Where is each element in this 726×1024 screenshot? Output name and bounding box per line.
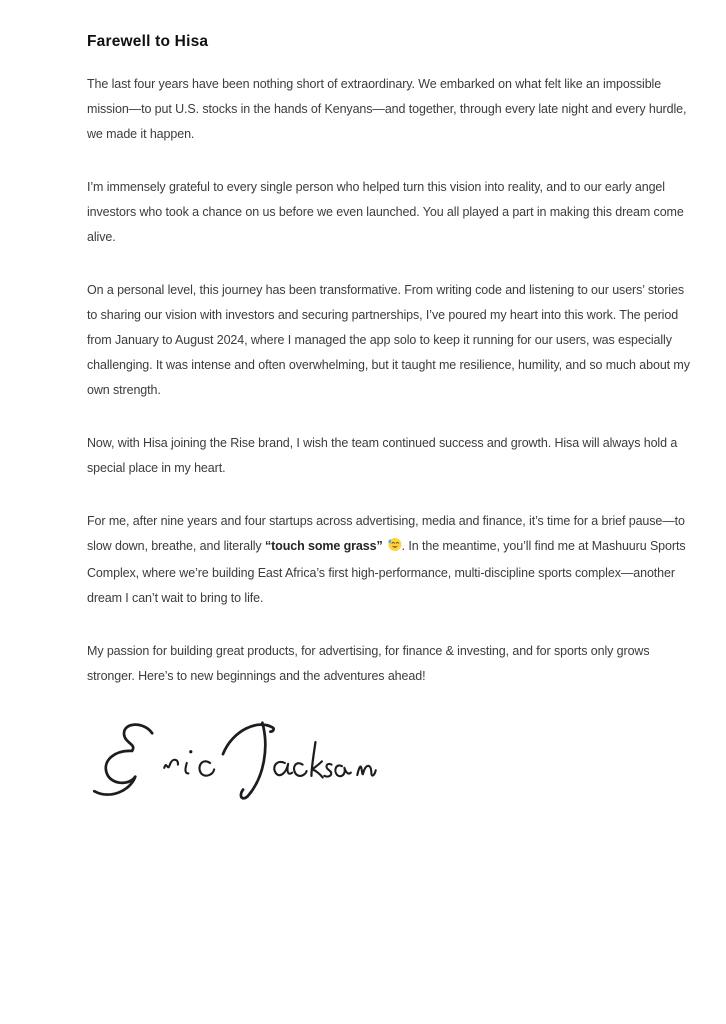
touch-some-grass-bold-phrase: “touch some grass”: [264, 539, 383, 553]
paragraph-6: My passion for building great products, for advertising, for finance & investing, and for sports only grows stronger. Here’s to new beginnings and the adventures ahead!: [87, 644, 650, 683]
signature-handwriting-eric-jackson: [83, 717, 379, 809]
letter-title: Farewell to Hisa: [87, 33, 209, 50]
paragraph-2: I’m immensely grateful to every single person who helped turn this vision into reality, and to our early angel investors who took a chance on us before we even launched. You all played a part in making this dream come alive.: [87, 180, 684, 244]
paragraph-5-lead: For me, after nine years and four startups across advertising, media and finance, it’s time for a brief pause—to slow down, breathe, and literally: [87, 514, 685, 553]
sweat-smile-emoji: [387, 536, 402, 561]
paragraph-1: The last four years have been nothing short of extraordinary. We embarked on what felt like an impossible mission—to put U.S. stocks in the hands of Kenyans—and together, through every late night and every hurdle, we made it happen.: [87, 77, 687, 141]
paragraph-3: On a personal level, this journey has been transformative. From writing code and listening to our users’ stories to sharing our vision with investors and securing partnerships, I’ve poured my heart into this work. The period from January to August 2024, where I managed the app solo to keep it running for our users, was especially challenging. It was intense and often overwhelming, but it taught me resilience, humility, and so much about my own strength.: [87, 283, 690, 397]
paragraph-5-tail: . In the meantime, you’ll find me at Mashuuru Sports Complex, where we’re building East Africa’s first high-performance, multi-discipline sports complex—another dream I can’t wait to bring to life.: [87, 539, 686, 605]
paragraph-4: Now, with Hisa joining the Rise brand, I wish the team continued success and growth. Hisa will always hold a special place in my heart.: [87, 436, 678, 475]
signature: [83, 717, 692, 809]
paragraph-5: [87, 509, 691, 611]
